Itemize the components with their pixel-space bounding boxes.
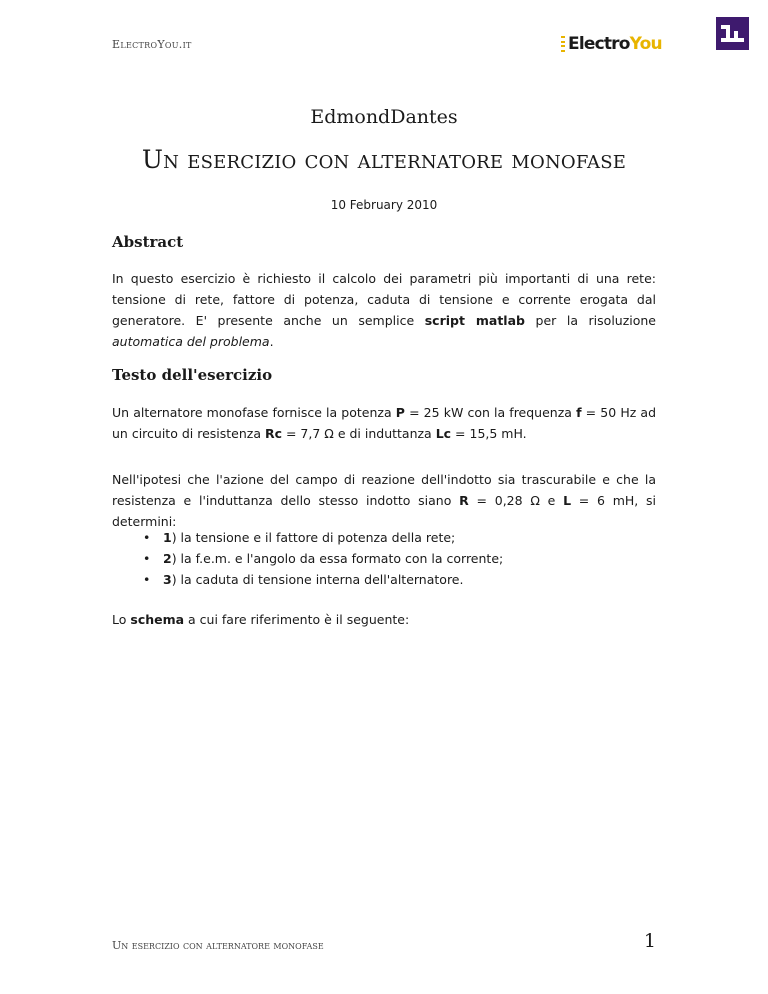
list-item: • 2) la f.e.m. e l'angolo da essa formato con la corrente; (143, 548, 653, 569)
requirements-list (143, 527, 653, 590)
abstract-heading: Abstract (112, 233, 184, 251)
testo-paragraph-1: Un alternatore monofase fornisce la potenza P = 25 kW con la frequenza f = 50 Hz ad un circuito di resistenza Rc = 7,7 Ω e di induttanza Lc = 15,5 mH. (112, 405, 657, 441)
testo-paragraph-2: Nell'ipotesi che l'azione del campo di reazione dell'indotto sia trascurabile e che la resistenza e l'induttanza dello stesso indotto siano R = 0,28 Ω e L = 6 mH, si determini: (112, 472, 656, 529)
script-matlab-bold: script matlab (424, 313, 525, 328)
document-author: EdmondDantes (310, 106, 458, 128)
header-site-name: ElectroYou.it (112, 38, 192, 51)
electroyou-logo (561, 34, 661, 54)
schema-bold: schema (130, 612, 185, 627)
list-item: • 3) la caduta di tensione interna dell'alternatore. (143, 569, 653, 590)
page-number: 1 (643, 930, 656, 952)
document-title: Un esercizio con alternatore monofase (141, 145, 627, 174)
list-item: • 1) la tensione e il fattore di potenza della rete; (143, 527, 653, 548)
logo-text-electro: Electro (568, 34, 630, 54)
abstract-paragraph: In questo esercizio è richiesto il calcolo dei parametri più importanti di una rete: tensione di rete, fattore di potenza, caduta di tensione e corrente erogata dal generatore. E' presente anche un semplice script matlab per la risoluzione automatica del problema. (112, 271, 657, 349)
testo-heading: Testo dell'esercizio (112, 366, 273, 384)
schema-paragraph: Lo schema a cui fare riferimento è il seguente: (112, 612, 410, 627)
footer-title: Un esercizio con alternatore monofase (112, 939, 324, 952)
corner-badge-icon (716, 17, 749, 50)
logo-bars-icon (561, 36, 565, 52)
automatica-italic: automatica del problema (112, 334, 270, 349)
document-date: 10 February 2010 (330, 198, 438, 212)
logo-text-you: You (629, 34, 662, 54)
